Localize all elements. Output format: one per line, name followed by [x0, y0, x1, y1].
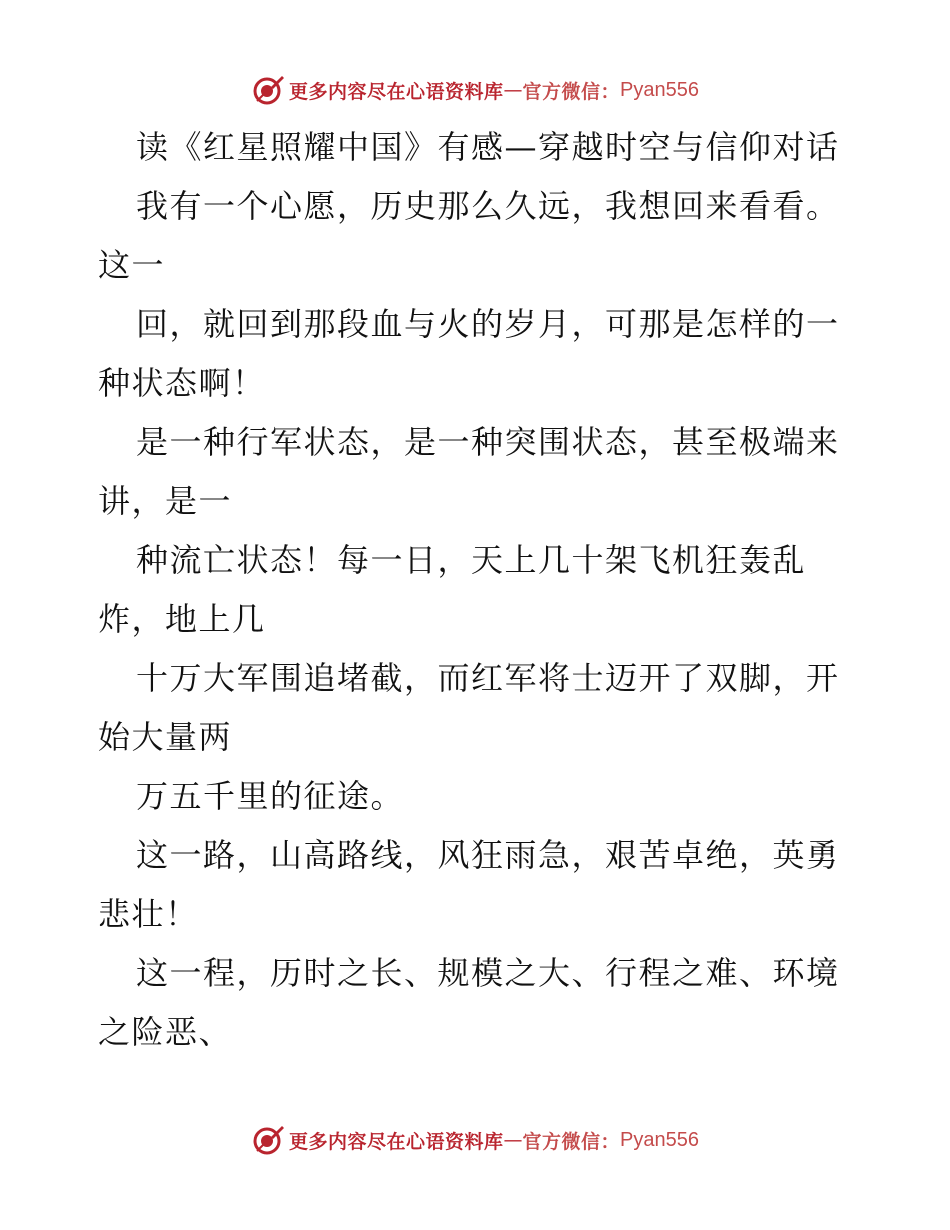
- text-line: 之险恶、: [98, 1013, 233, 1051]
- text-line: 这一路，山高路线，风狂雨急，艰苦卓绝，英勇: [136, 836, 840, 874]
- footer-banner-wechat-label: 官方微信：: [522, 1130, 621, 1153]
- text-line: 悲壮！: [98, 895, 199, 933]
- text-line: 这一: [98, 246, 166, 284]
- text-line: 这一程，历时之长、规模之大、行程之难、环境: [136, 954, 840, 992]
- pen-logo-icon: [251, 73, 285, 107]
- document-body: [98, 118, 858, 1062]
- text-line: 种状态啊！: [98, 364, 266, 402]
- text-line: 回，就回到那段血与火的岁月，可那是怎样的一: [136, 305, 840, 343]
- footer-banner-text: 更多内容尽在心语资料库: [289, 1130, 504, 1153]
- header-banner-text: 更多内容尽在心语资料库: [289, 80, 504, 103]
- text-line: 十万大军围追堵截，而红军将士迈开了双脚，开: [136, 659, 840, 697]
- header-banner-separator: —: [503, 79, 523, 101]
- text-line: 是一种行军状态，是一种突围状态，甚至极端来: [136, 423, 840, 461]
- footer-banner: [0, 1120, 950, 1160]
- text-line: 种流亡状态！每一日，天上几十架飞机狂轰乱: [136, 541, 807, 579]
- text-line: 我有一个心愿，历史那么久远，我想回来看看。: [136, 187, 840, 225]
- document-title: 读《红星照耀中国》有感—穿越时空与信仰对话: [136, 128, 840, 166]
- text-line: 讲，是一: [98, 482, 233, 520]
- header-banner: [0, 70, 950, 110]
- header-banner-wechat-id: Pyan556: [620, 78, 699, 101]
- footer-banner-separator: —: [503, 1129, 523, 1151]
- footer-banner-wechat-id: Pyan556: [620, 1128, 699, 1151]
- pen-logo-icon: [251, 1123, 285, 1157]
- header-banner-wechat-label: 官方微信：: [522, 80, 621, 103]
- text-line: 始大量两: [98, 718, 233, 756]
- text-line: 炸，地上几: [98, 600, 266, 638]
- text-line: 万五千里的征途。: [136, 777, 405, 815]
